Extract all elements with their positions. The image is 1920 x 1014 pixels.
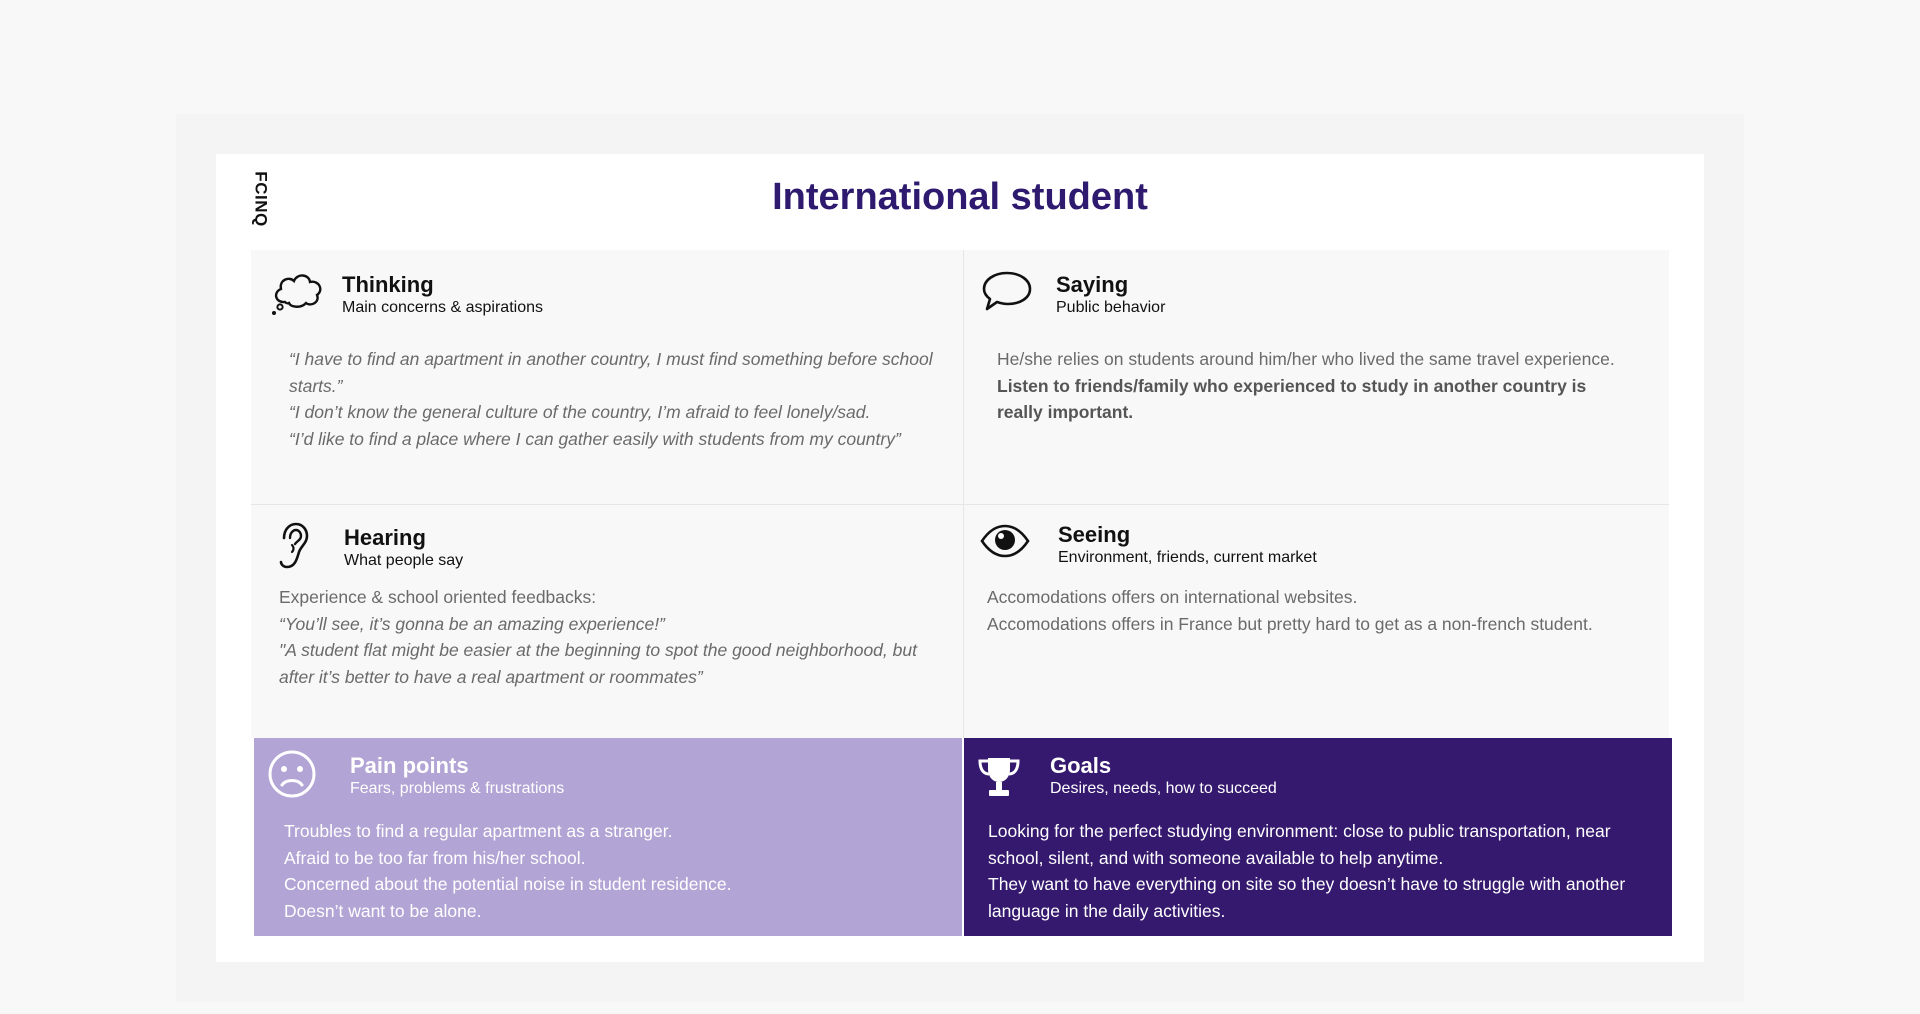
brand-logo-text: FCINQ	[252, 171, 272, 227]
pain-points-title: Pain points	[350, 753, 469, 778]
seeing-title: Seeing	[1058, 522, 1131, 547]
pain-points-panel	[254, 738, 962, 936]
hearing-text	[279, 584, 939, 690]
goal-item: Looking for the perfect studying environment: close to public transportation, near school, silent, and with someone available to help anytime.	[988, 821, 1611, 868]
seeing-subtitle: Environment, friends, current market	[1058, 549, 1317, 566]
speech-bubble-icon	[981, 270, 1033, 312]
seeing-line: Accomodations offers in France but pretty hard to get as a non-french student.	[987, 613, 1593, 634]
thinking-subtitle: Main concerns & aspirations	[342, 299, 543, 316]
saying-title: Saying	[1056, 272, 1129, 297]
pain-point-item: Afraid to be too far from his/her school.	[284, 847, 586, 868]
ear-icon	[277, 521, 309, 571]
pain-points-text	[284, 818, 944, 924]
saying-panel	[963, 250, 1669, 505]
saying-text	[997, 346, 1617, 426]
hearing-intro: Experience & school oriented feedbacks:	[279, 587, 597, 607]
pain-point-item: Doesn’t want to be alone.	[284, 900, 482, 921]
pain-point-item: Troubles to find a regular apartment as a stranger.	[284, 821, 673, 841]
saying-subtitle: Public behavior	[1056, 299, 1166, 316]
goal-item: They want to have everything on site so they doesn’t have to struggle with another language in the daily activities.	[988, 874, 1626, 921]
goals-title: Goals	[1050, 753, 1112, 778]
hearing-panel	[251, 505, 963, 738]
goals-subtitle: Desires, needs, how to succeed	[1050, 780, 1277, 797]
thinking-panel	[251, 250, 963, 505]
trophy-icon	[975, 755, 1023, 799]
thinking-quote: “I have to find an apartment in another country, I must find something before school starts.”	[289, 349, 933, 396]
hearing-quote: "A student flat might be easier at the beginning to spot the good neighborhood, but after it’s better to have a real apartment or roommates”	[279, 640, 917, 687]
seeing-panel	[963, 505, 1669, 738]
thought-bubble-icon	[269, 270, 325, 316]
pain-points-subtitle: Fears, problems & frustrations	[350, 780, 565, 797]
page-title: International student	[772, 176, 1148, 218]
hearing-quote: “You’ll see, it’s gonna be an amazing experience!”	[279, 613, 665, 634]
seeing-text	[987, 584, 1647, 637]
saying-highlight: Listen to friends/family who experienced to study in another country is really important.	[997, 375, 1587, 422]
goals-text	[988, 818, 1662, 924]
sad-face-icon	[267, 749, 317, 799]
goals-panel	[964, 738, 1672, 936]
thinking-quote: “I don’t know the general culture of the country, I’m afraid to feel lonely/sad.	[289, 402, 871, 422]
eye-icon	[980, 523, 1030, 559]
hearing-subtitle: What people say	[344, 552, 464, 569]
thinking-quotes	[289, 346, 939, 452]
hearing-title: Hearing	[344, 525, 426, 550]
thinking-title: Thinking	[342, 272, 434, 297]
saying-line: He/she relies on students around him/her who lived the same travel experience.	[997, 349, 1615, 369]
seeing-line: Accomodations offers on international websites.	[987, 587, 1358, 607]
thinking-quote: “I’d like to find a place where I can gather easily with students from my country”	[289, 428, 901, 449]
pain-point-item: Concerned about the potential noise in student residence.	[284, 874, 732, 894]
